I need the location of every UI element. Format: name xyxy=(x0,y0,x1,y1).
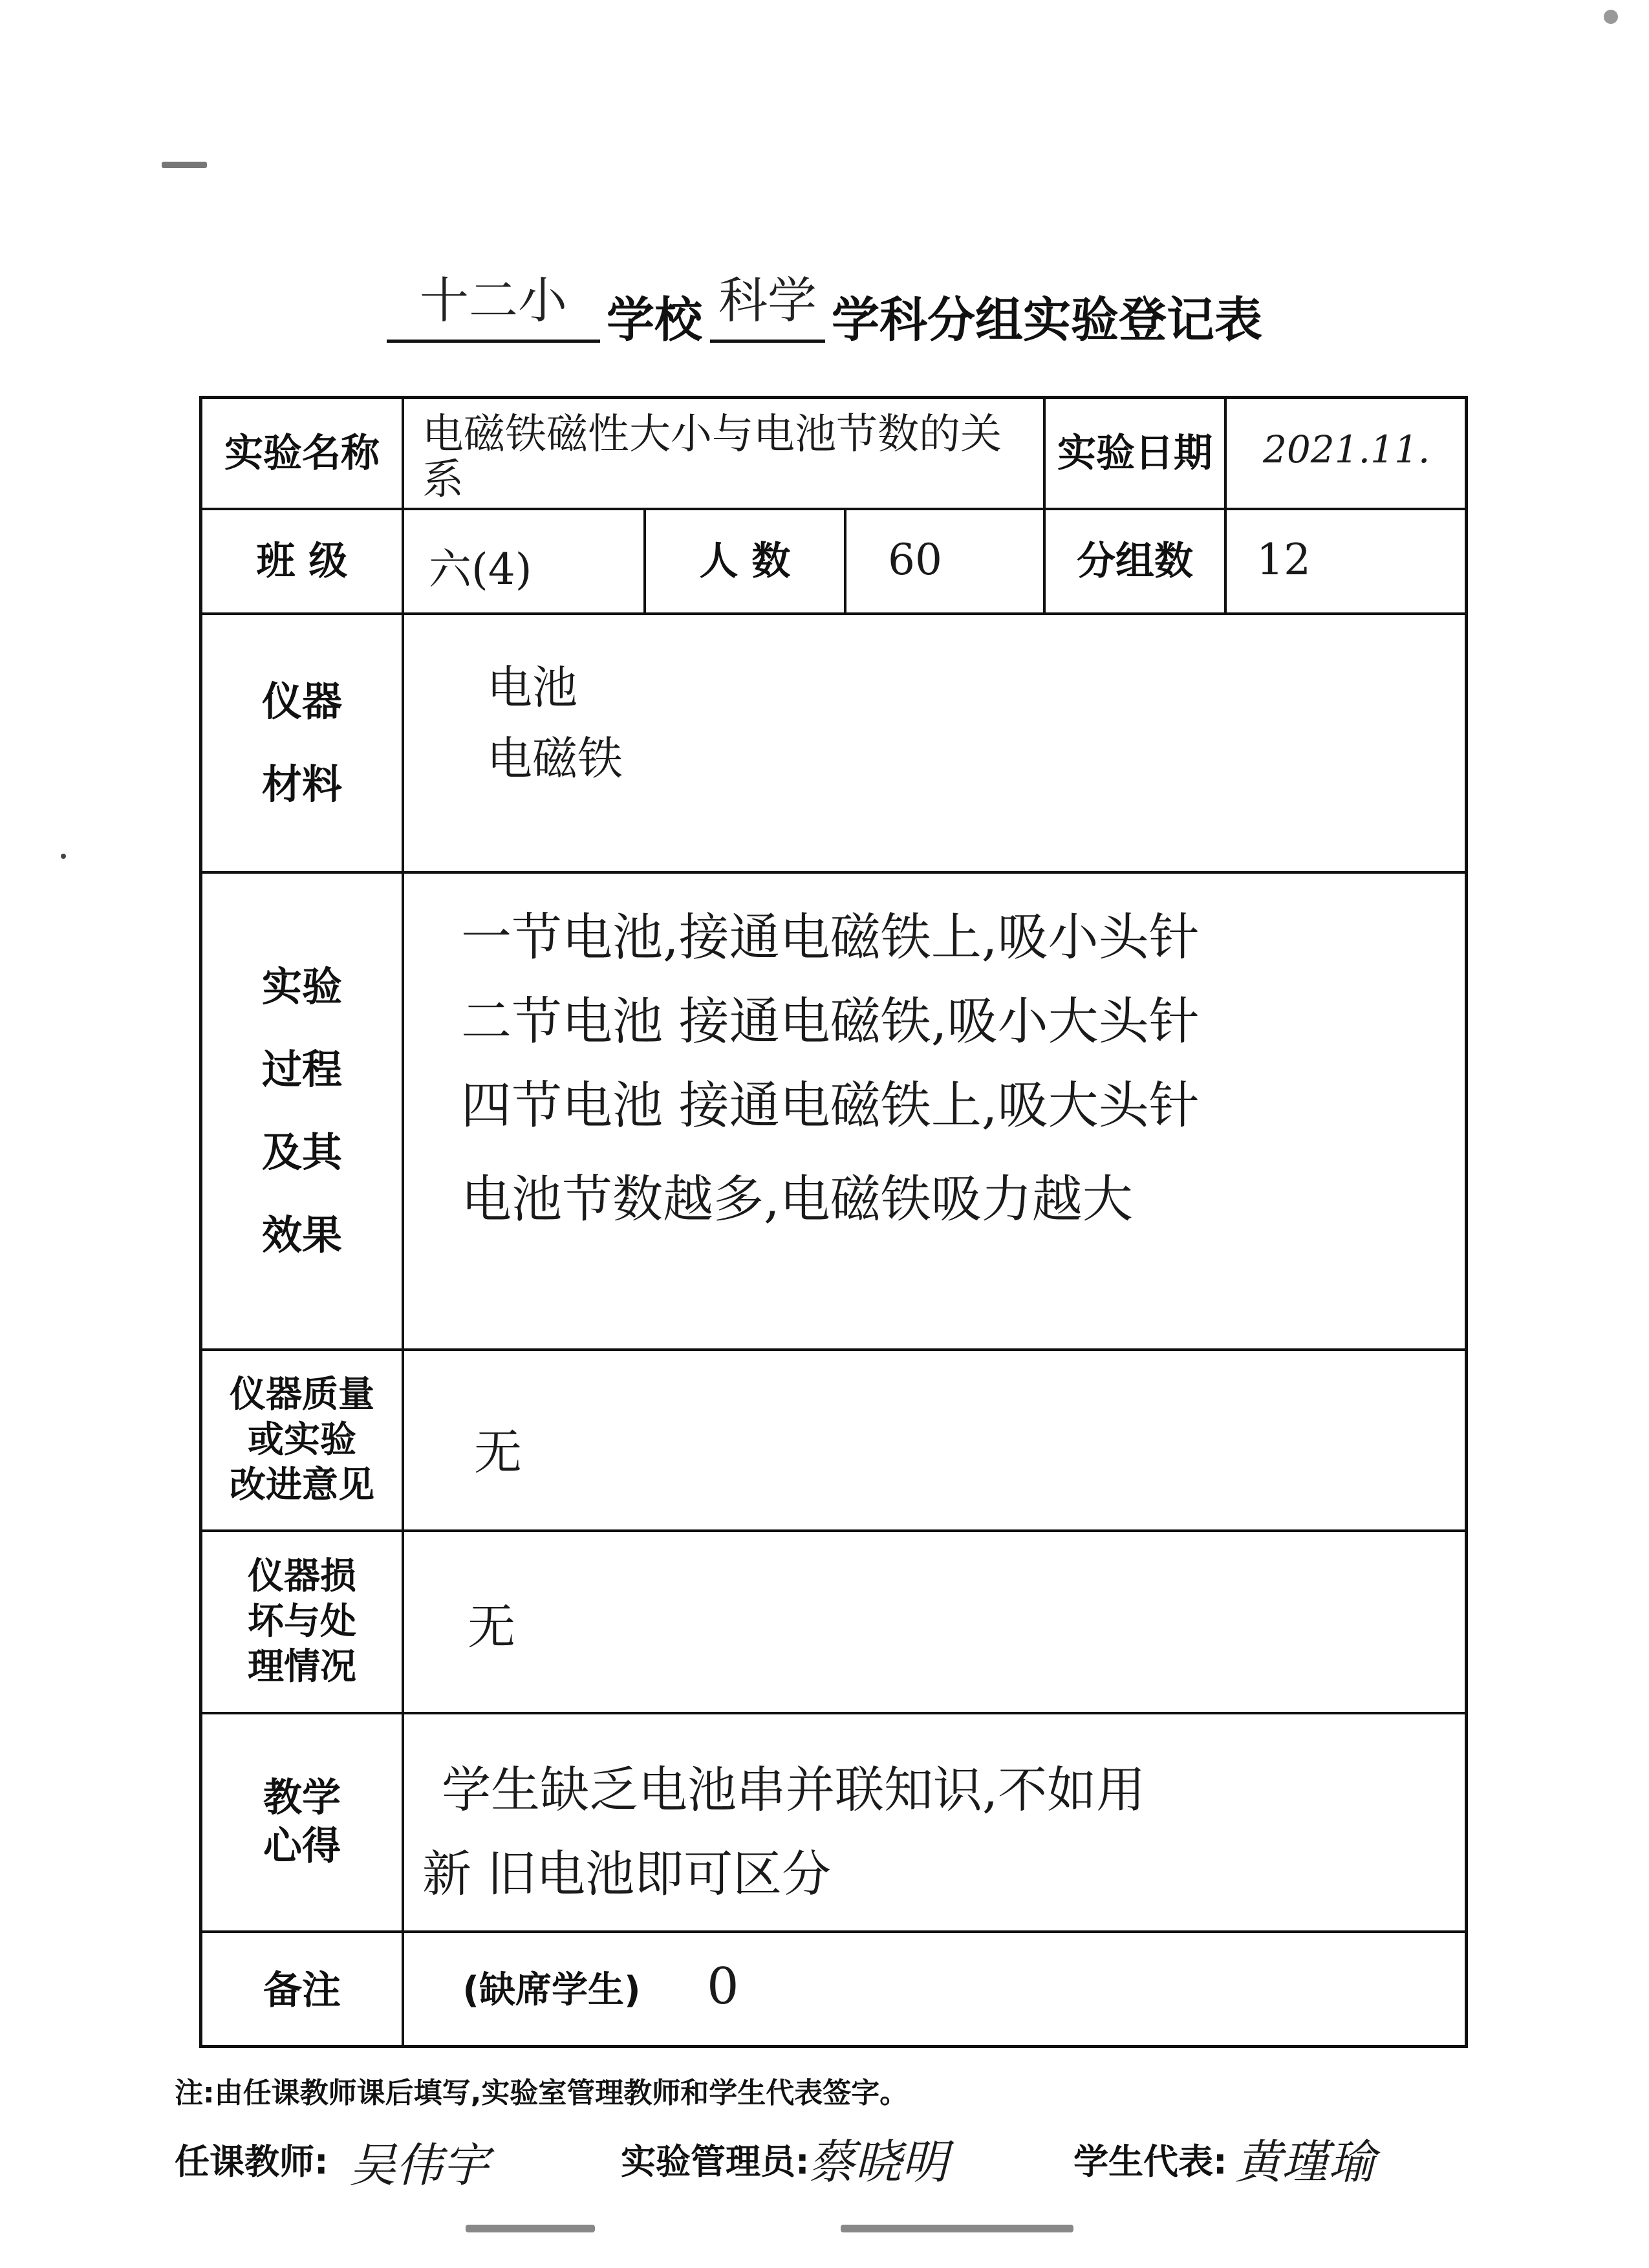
absent-students-label: (缺席学生) xyxy=(462,1969,641,2011)
damage-label: 仪器损 坏与处 理情况 xyxy=(248,1555,356,1688)
people-label: 人 数 xyxy=(699,538,791,584)
lab-manager-signature: 蔡晓明 xyxy=(808,2135,949,2189)
scan-speck xyxy=(162,162,207,168)
experiment-date-value: 2021.11. xyxy=(1263,427,1430,471)
form-name: 学科分组实验登记表 xyxy=(832,292,1262,348)
teacher-signature-label: 任课教师: xyxy=(175,2141,329,2182)
class-label: 班 级 xyxy=(256,538,348,584)
school-name-handwritten: 十二小 xyxy=(387,262,600,343)
equipment-label xyxy=(202,615,402,871)
scan-speck xyxy=(1604,10,1618,24)
experiment-form-table xyxy=(199,396,1468,2048)
process-label xyxy=(202,874,402,1348)
teaching-line: 新 旧电池即可区分 xyxy=(422,1845,832,1903)
teacher-signature: 吴伟宇 xyxy=(349,2138,490,2192)
scan-speck xyxy=(61,854,66,859)
process-label-line: 过程 xyxy=(261,1046,342,1093)
lab-manager-signature-label: 实验管理员: xyxy=(621,2141,810,2182)
people-value: 60 xyxy=(888,535,942,585)
improvement-label: 仪器质量 或实验 改进意见 xyxy=(230,1374,374,1506)
date-value-left-divider xyxy=(1224,399,1227,612)
process-label-line: 实验 xyxy=(261,963,342,1010)
equipment-label-line: 仪器 xyxy=(261,678,342,725)
form-title xyxy=(0,255,1649,359)
experiment-name-text: 电磁铁磁性大小与电池节数的关系 xyxy=(422,411,1002,504)
process-line: 四节电池 接通电磁铁上,吸大头针 xyxy=(461,1077,1200,1135)
process-line: 电池节数越多,电磁铁吸力越大 xyxy=(461,1171,1133,1229)
absent-students-value: 0 xyxy=(707,1958,739,2016)
process-label-line: 效果 xyxy=(261,1211,342,1258)
people-value-left-divider xyxy=(844,508,846,612)
class-value: 六(4) xyxy=(429,545,532,594)
remarks-label: 备注 xyxy=(263,1967,341,2013)
student-rep-signature: 黄瑾瑜 xyxy=(1235,2135,1375,2189)
school-suffix: 学校 xyxy=(607,292,702,348)
process-line: 二节电池 接通电磁铁,吸小大头针 xyxy=(461,993,1200,1051)
scan-speck xyxy=(841,2225,1073,2232)
equipment-item: 电池 xyxy=(487,661,577,714)
groups-label: 分组数 xyxy=(1077,538,1193,584)
student-rep-signature-label: 学生代表: xyxy=(1073,2141,1227,2182)
equipment-label-line: 材料 xyxy=(261,761,342,808)
damage-value: 无 xyxy=(468,1599,515,1655)
label-column-divider xyxy=(402,399,404,2048)
improvement-value: 无 xyxy=(474,1425,522,1480)
equipment-item: 电磁铁 xyxy=(487,732,623,785)
groups-value: 12 xyxy=(1256,535,1311,585)
experiment-name-value xyxy=(422,412,1037,502)
teaching-label: 教学 心得 xyxy=(263,1775,341,1869)
experiment-date-label: 实验日期 xyxy=(1057,430,1212,476)
subject-handwritten: 科学 xyxy=(710,262,825,343)
teaching-line: 学生缺乏电池串并联知识,不如用 xyxy=(442,1761,1146,1819)
experiment-name-label: 实验名称 xyxy=(224,430,380,476)
process-label-line: 及其 xyxy=(261,1129,342,1176)
scan-speck xyxy=(466,2225,595,2232)
form-note: 注:由任课教师课后填写,实验室管理教师和学生代表签字。 xyxy=(175,2077,909,2110)
process-line: 一节电池,接通电磁铁上,吸小头针 xyxy=(461,909,1200,967)
